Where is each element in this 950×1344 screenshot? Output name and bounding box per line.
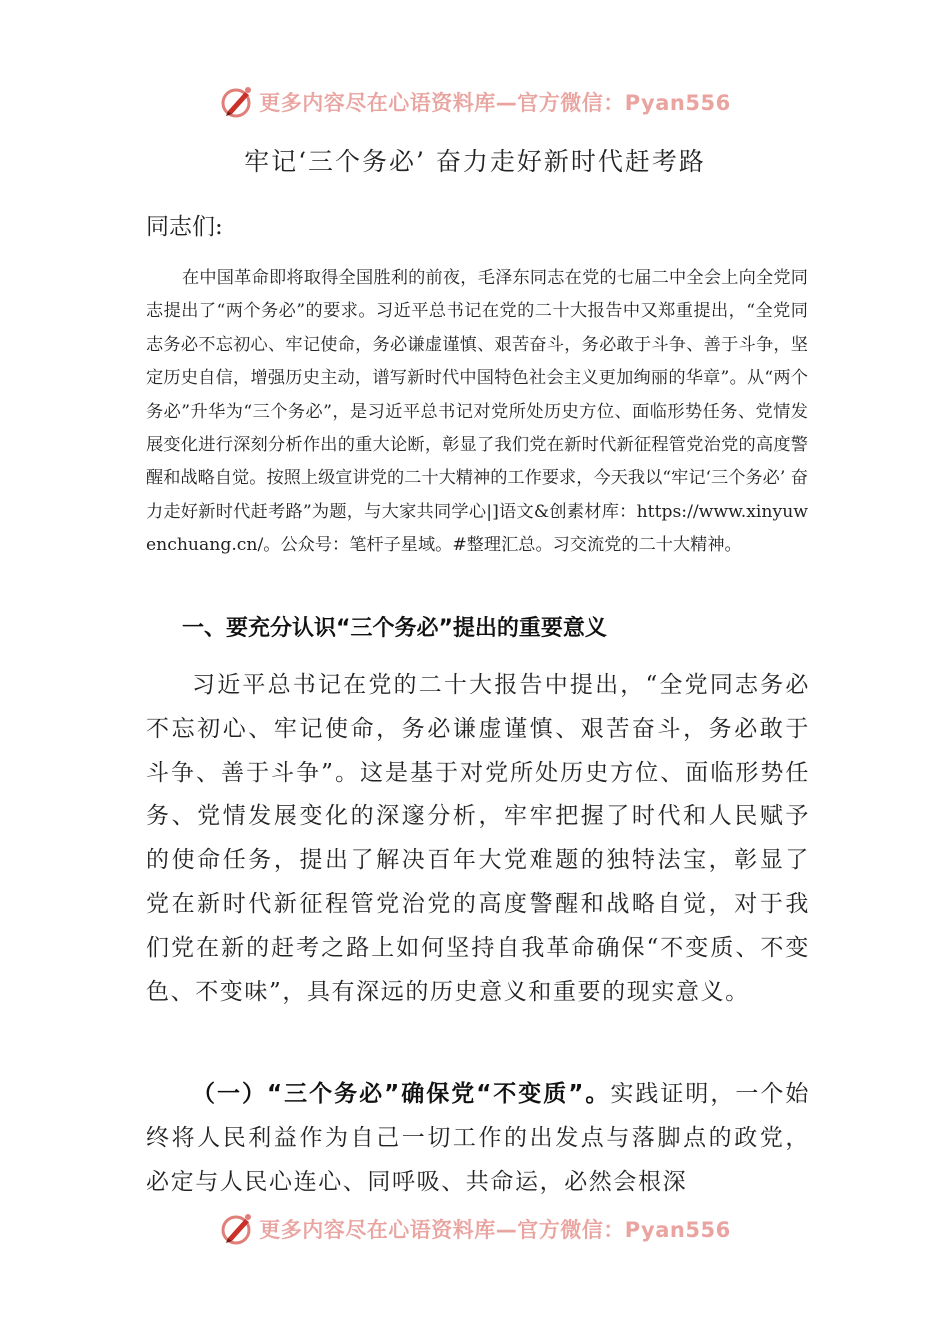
body-paragraph-2 xyxy=(146,1073,810,1204)
subsection-text-1: 实践证明，一个始终将人民利益作为自己一切工作的出发点与落脚点的政党，必定与人民心连心、同呼吸、共命运，必然会根深 xyxy=(146,1081,811,1195)
intro-paragraph: 在中国革命即将取得全国胜利的前夜，毛泽东同志在党的七届二中全会上向全党同志提出了“两个务必”的要求。习近平总书记在党的二十大报告中又郑重提出，“全党同志务必不忘初心、牢记使命，务必谦虚谨慎、艰苦奋斗，务必敢于斗争、善于斗争，坚定历史自信，增强历史主动，谱写新时代中国特色社会主义更加绚丽的华章”。从“两个务必”升华为“三个务必”，是习近平总书记对党所处历史方位、面临形势任务、党情发展变化进行深刻分析作出的重大论断，彰显了我们党在新时代新征程管党治党的高度警醒和战略自觉。按照上级宣讲党的二十大精神的工作要求，今天我以“牢记‘三个务必’ 奋力走好新时代赶考路”为题，与大家共同学心|]语文&创素材库：https://www.xinyuwenchuang.cn/。公众号：笔杆子星域。#整理汇总。习交流党的二十大精神。 xyxy=(146,268,808,556)
banner-text: 更多内容尽在心语资料库—官方微信：Pyan556 xyxy=(259,91,731,115)
footer-watermark-banner xyxy=(0,1207,950,1251)
banner-text: 更多内容尽在心语资料库—官方微信：Pyan556 xyxy=(259,1218,731,1242)
subsection-heading-1: （一）“三个务必”确保党“不变质”。 xyxy=(192,1081,611,1107)
pen-logo-icon xyxy=(219,84,255,120)
salutation: 同志们: xyxy=(146,214,223,240)
pen-logo-icon xyxy=(219,1211,255,1247)
document-title: 牢记‘三个务必’ 奋力走好新时代赶考路 xyxy=(244,147,706,176)
body-paragraph-1: 习近平总书记在党的二十大报告中提出，“全党同志务必不忘初心、牢记使命，务必谦虚谨慎、艰苦奋斗，务必敢于斗争、善于斗争”。这是基于对党所处历史方位、面临形势任务、党情发展变化的深邃分析，牢牢把握了时代和人民赋予的使命任务，提出了解决百年大党难题的独特法宝，彰显了党在新时代新征程管党治党的高度警醒和战略自觉，对于我们党在新的赶考之路上如何坚持自我革命确保“不变质、不变色、不变味”，具有深远的历史意义和重要的现实意义。 xyxy=(146,672,810,1005)
header-watermark-banner xyxy=(0,80,950,124)
section-heading-1: 一、要充分认识“三个务必”提出的重要意义 xyxy=(182,616,607,641)
